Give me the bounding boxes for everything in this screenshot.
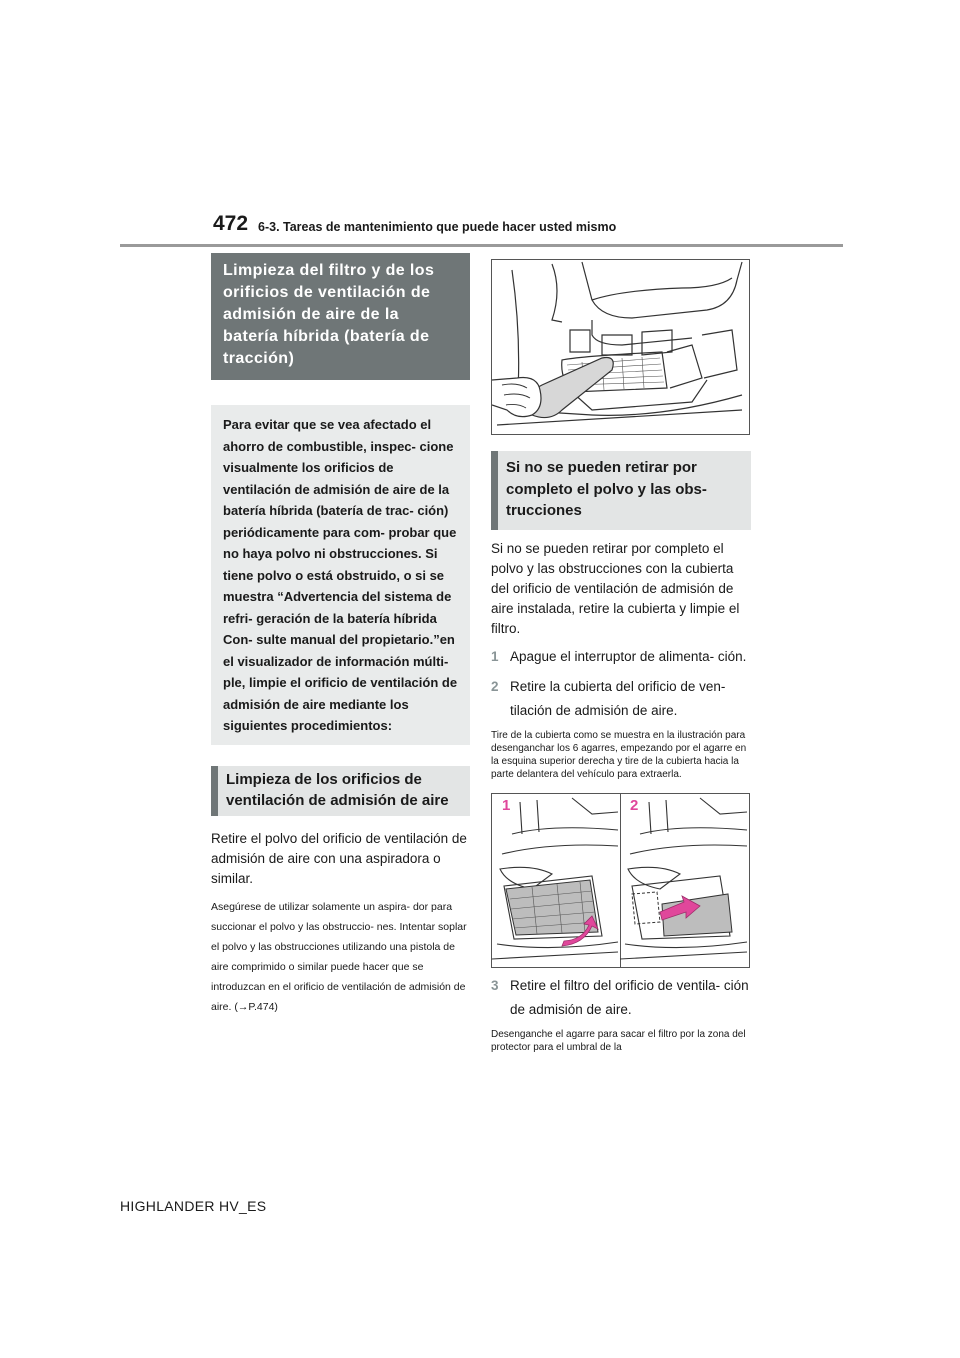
step-3-note: Desenganche el agarre para sacar el filtro por la zona del protector para el umbral de la bbox=[491, 1028, 746, 1053]
step-3 bbox=[491, 974, 751, 1022]
step-number: 2 bbox=[491, 678, 499, 694]
step-text: Retire la cubierta del orificio de ven- tilación de admisión de aire. bbox=[510, 678, 726, 718]
step-number: 3 bbox=[491, 977, 499, 993]
panel-label-1: 1 bbox=[502, 796, 511, 814]
header-rule bbox=[120, 244, 843, 247]
vent-cleaning-note: Asegúrese de utilizar solamente un aspira- dor para succionar el polvo y las obstruccio- nes. Intentar soplar el polvo y las obstrucciones utilizando una pistola de aire comprimido o similar puede hacer que se introduzcan en el orificio de ventilación de admisión de aire. (→P.474) bbox=[211, 900, 467, 1013]
cover-removal-drawing bbox=[492, 794, 749, 967]
step-1 bbox=[491, 645, 751, 669]
heading-vent-cleaning: Limpieza de los orificios de ventilación de admisión de aire bbox=[211, 766, 470, 816]
section-title: 6-3. Tareas de mantenimiento que puede hacer usted mismo bbox=[258, 220, 617, 234]
heading-cannot-remove: Si no se pueden retirar por completo el polvo y las obs- trucciones bbox=[491, 451, 751, 530]
left-column bbox=[211, 253, 470, 1017]
page-number: 472 bbox=[213, 212, 249, 235]
cover-removal-illustration bbox=[491, 793, 750, 968]
vacuum-illustration bbox=[491, 259, 750, 435]
footer-model: HIGHLANDER HV_ES bbox=[120, 1198, 267, 1214]
step-2-note: Tire de la cubierta como se muestra en la ilustración para desenganchar los 6 agarres, empezando por el agarre en la esquina superior derecha y tire de la cubierta hacia la parte delantera del vehículo para extraerla. bbox=[491, 729, 747, 780]
step-text: Apague el interruptor de alimenta- ción. bbox=[510, 648, 747, 664]
step-number: 1 bbox=[491, 648, 499, 664]
heading-filter-cleaning: Limpieza del filtro y de los orificios de ventilación de admisión de aire de la batería híbrida (batería de tracción) bbox=[211, 253, 470, 380]
step-2 bbox=[491, 675, 751, 723]
panel-label-2: 2 bbox=[630, 796, 639, 814]
vacuum-drawing bbox=[492, 260, 749, 434]
intro-box: Para evitar que se vea afectado el ahorro de combustible, inspec- cione visualmente los orificios de ventilación de admisión de aire de la batería híbrida (batería de trac- ción) periódicamente para com- probar que no haya polvo ni obstrucciones. Si tiene polvo o está obstruido, o si se muestra “Advertencia del sistema de refri- geración de la batería híbrida Con- sulte manual del propietario.”en el visualizador de información múlti- ple, limpie el orificio de ventilación de admisión de aire mediante los siguientes procedimientos: bbox=[211, 405, 470, 745]
step-text: Retire el filtro del orificio de ventila- ción de admisión de aire. bbox=[510, 977, 749, 1017]
vent-cleaning-text: Retire el polvo del orificio de ventilación de admisión de aire con una aspiradora o similar. bbox=[211, 830, 467, 886]
right-column bbox=[491, 259, 751, 1054]
cannot-remove-text: Si no se pueden retirar por completo el polvo y las obstrucciones con la cubierta del orificio de ventilación de admisión de aire instalada, retire la cubierta y limpie el filtro. bbox=[491, 540, 740, 636]
